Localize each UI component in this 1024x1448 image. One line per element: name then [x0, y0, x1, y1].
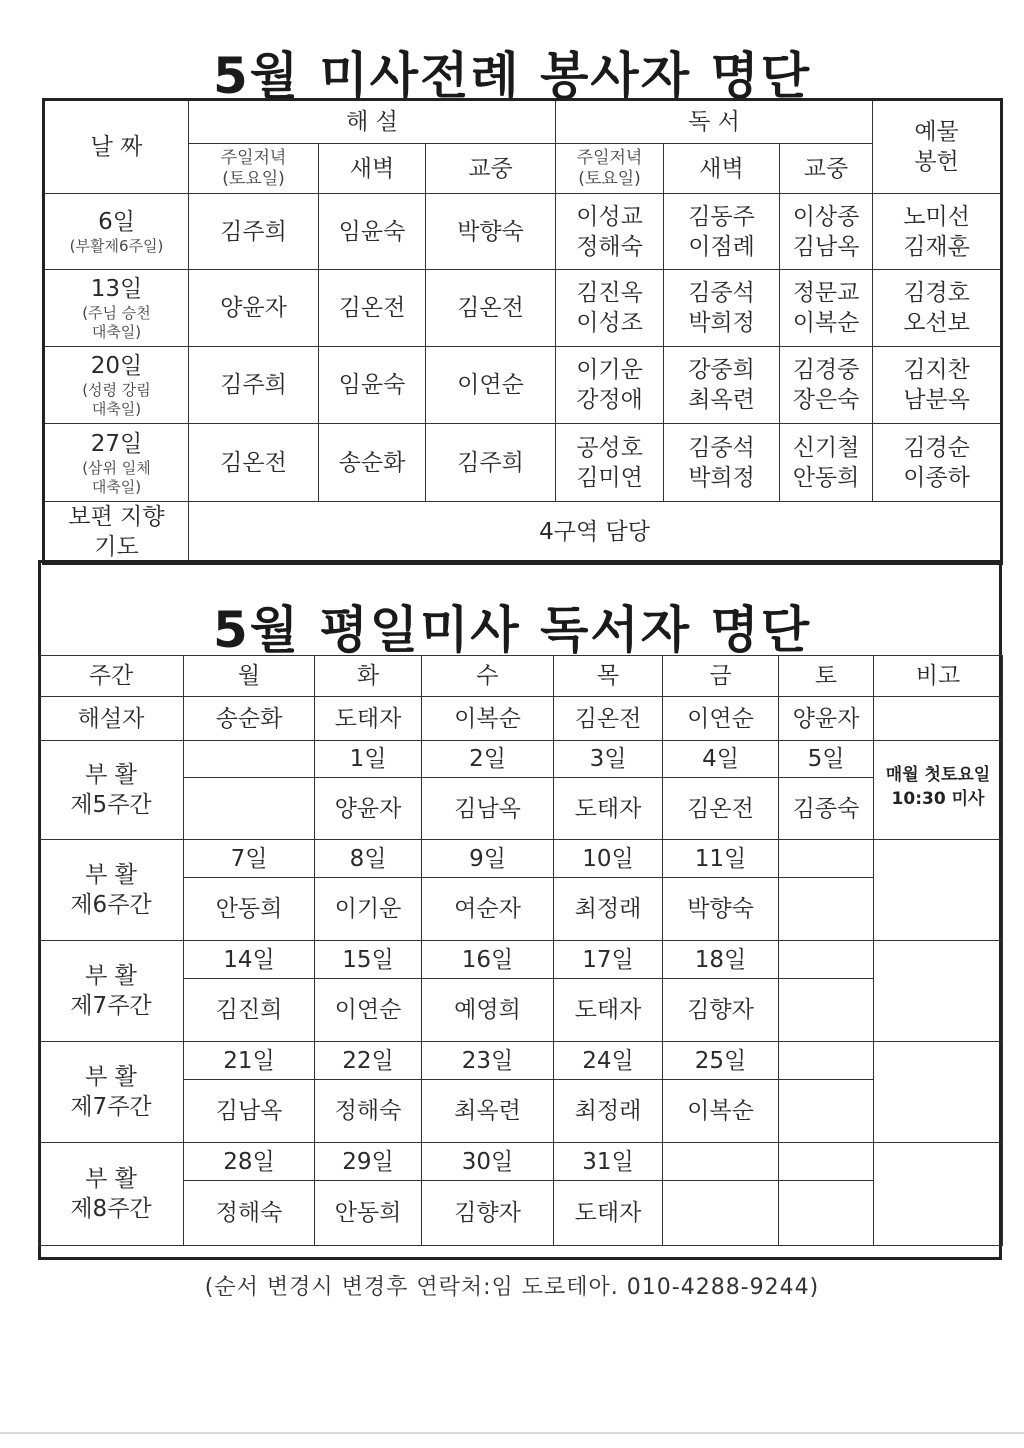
commentary-saturday: 양윤자: [189, 270, 319, 347]
date-mon: 28일: [184, 1143, 315, 1181]
remarks-note-line: 10:30 미사: [891, 789, 985, 809]
contact-footer: (순서 변경시 변경후 연락처:임 도로테아. 010-4288-9244): [204, 1275, 820, 1300]
week-date-row: [39, 741, 1003, 778]
name: 김경중: [792, 357, 860, 383]
header-mon: 월: [184, 656, 315, 697]
commentator-wed: 이복순: [422, 697, 554, 741]
name: 김남옥: [792, 233, 860, 260]
name: 김중석: [688, 434, 755, 461]
name: 이기운: [576, 357, 643, 383]
commentary-main: 박향숙: [426, 194, 556, 270]
week-label: [39, 1042, 184, 1143]
week-date-row: [39, 1143, 1003, 1181]
date-cell: [44, 347, 189, 424]
date-tue: 22일: [315, 1042, 422, 1080]
name: 이성조: [576, 310, 643, 336]
commentary-main: 이연순: [426, 347, 556, 424]
week-label-line: 부 활: [85, 762, 137, 788]
name: 김재훈: [903, 233, 970, 260]
name: 이복순: [792, 310, 860, 336]
reader-sat: [779, 878, 874, 941]
week-name-row: [39, 778, 1003, 840]
reader-fri: 김향자: [663, 979, 779, 1042]
week-label: [39, 840, 184, 941]
weekday-readers-table: [38, 655, 1003, 741]
reader-wed: 김향자: [422, 1181, 554, 1246]
prayer-label-line1: 보편 지향: [68, 504, 165, 530]
commentary-saturday: 김주희: [189, 347, 319, 424]
reading-main: [780, 347, 873, 424]
week-label-line: 부 활: [85, 963, 137, 989]
name: 남분옥: [903, 387, 970, 413]
header-remarks: 비고: [874, 656, 1003, 697]
reader-sat: [779, 1080, 874, 1143]
reader-tue: 양윤자: [315, 778, 422, 840]
date-note: (부활제6주일): [69, 237, 164, 255]
week-label-line: 제8주간: [70, 1196, 152, 1222]
remarks-cell: [874, 941, 1003, 1042]
date-cell: [44, 270, 189, 347]
reader-tue: 안동희: [315, 1181, 422, 1246]
week-name-row: [39, 1181, 1003, 1246]
name: 강중희: [688, 357, 755, 383]
date-mon: [184, 741, 315, 778]
offering: [873, 270, 1002, 347]
date-thu: 17일: [554, 941, 663, 979]
week-label-line: 부 활: [85, 1166, 137, 1192]
date-mon: 7일: [184, 840, 315, 878]
reading-dawn: [664, 270, 780, 347]
name: 정문교: [792, 280, 860, 306]
reader-tue: 이연순: [315, 979, 422, 1042]
week-label-line: 제5주간: [70, 792, 152, 818]
week-label-line: 부 활: [85, 862, 137, 888]
name: 이상종: [792, 203, 860, 230]
date-note: 대축일): [91, 323, 142, 341]
commentary-main: 김온전: [426, 270, 556, 347]
header-week: 주간: [39, 656, 184, 697]
commentator-remarks: [874, 697, 1003, 741]
reading-dawn: [664, 424, 780, 502]
offering: [873, 347, 1002, 424]
date-wed: 23일: [422, 1042, 554, 1080]
name: 김동주: [688, 203, 755, 230]
name: 장은숙: [792, 387, 860, 413]
week-date-row: [39, 1042, 1003, 1080]
reading-main: [780, 424, 873, 502]
sub-reading-main: 교중: [780, 144, 873, 194]
commentator-thu: 김온전: [554, 697, 663, 741]
reader-mon: 정해숙: [184, 1181, 315, 1246]
reader-fri: 김온전: [663, 778, 779, 840]
header-sat: 토: [779, 656, 874, 697]
date-note: (삼위 일체: [82, 458, 151, 477]
date-note: (성령 강림: [82, 381, 151, 399]
date-thu: 31일: [554, 1143, 663, 1181]
header-thu: 목: [554, 656, 663, 697]
remarks-cell: [874, 1042, 1003, 1143]
reading-saturday: [556, 347, 664, 424]
sub-line1: 주일저녁: [576, 147, 643, 168]
header-row: [39, 656, 1003, 697]
sub-commentary-dawn: 새벽: [319, 144, 426, 194]
reader-sat: [779, 1181, 874, 1246]
sub-commentary-main: 교중: [426, 144, 556, 194]
reader-wed: 김남옥: [422, 778, 554, 840]
reading-main: [780, 270, 873, 347]
date-cell: [44, 194, 189, 270]
week-label: [39, 1143, 184, 1246]
date-sat: [779, 840, 874, 878]
header-commentary: 해 설: [189, 100, 556, 144]
name: 이성교: [576, 203, 643, 230]
date-sat: [779, 1042, 874, 1080]
name: 김중석: [688, 280, 755, 306]
week-label: [39, 941, 184, 1042]
date-thu: 10일: [554, 840, 663, 878]
header-offering-line1: 예물: [914, 119, 959, 145]
week-date-row: [39, 840, 1003, 878]
reader-fri: 박향숙: [663, 878, 779, 941]
name: 김지찬: [903, 357, 970, 383]
week-name-row: [39, 878, 1003, 941]
date-fri: 18일: [663, 941, 779, 979]
commentator-fri: 이연순: [663, 697, 779, 741]
header-fri: 금: [663, 656, 779, 697]
name: 김경호: [903, 280, 970, 306]
table-row: [44, 270, 1002, 347]
sub-line2: (토요일): [578, 168, 641, 189]
date-note: (주님 승천: [82, 304, 151, 322]
commentary-dawn: 송순화: [319, 424, 426, 502]
header-offering-line2: 봉헌: [914, 149, 959, 175]
reader-mon: 김진희: [184, 979, 315, 1042]
week-label-line: 제7주간: [70, 993, 152, 1019]
date-day: 13일: [90, 276, 143, 302]
date-thu: 3일: [554, 741, 663, 778]
commentator-mon: 송순화: [184, 697, 315, 741]
commentary-saturday: 김주희: [189, 194, 319, 270]
date-mon: 14일: [184, 941, 315, 979]
commentator-row: [39, 697, 1003, 741]
remarks-cell: [874, 840, 1003, 941]
name: 최옥련: [688, 387, 755, 413]
name: 김진옥: [576, 280, 643, 306]
commentary-saturday: 김온전: [189, 424, 319, 502]
reader-thu: 도태자: [554, 979, 663, 1042]
prayer-label: [44, 502, 189, 564]
offering: [873, 194, 1002, 270]
reader-wed: 여순자: [422, 878, 554, 941]
offering: [873, 424, 1002, 502]
sub-reading-dawn: 새벽: [664, 144, 780, 194]
date-cell: [44, 424, 189, 502]
prayer-value: 4구역 담당: [189, 502, 1002, 564]
date-tue: 8일: [315, 840, 422, 878]
name: 오선보: [903, 310, 970, 336]
reader-mon: 안동희: [184, 878, 315, 941]
table-row: [44, 194, 1002, 270]
table-row: [44, 347, 1002, 424]
date-wed: 2일: [422, 741, 554, 778]
reader-fri: 이복순: [663, 1080, 779, 1143]
sub-reading-saturday: [556, 144, 664, 194]
reading-dawn: [664, 194, 780, 270]
date-day: 27일: [90, 430, 143, 457]
page-title-liturgy: 5월 미사전례 봉사자 명단: [212, 47, 811, 105]
reading-dawn: [664, 347, 780, 424]
reader-sat: [779, 979, 874, 1042]
week-label-line: 제7주간: [70, 1094, 152, 1120]
liturgy-servers-table: [42, 98, 1003, 565]
date-sat: 5일: [779, 741, 874, 778]
remarks-note: [874, 741, 1003, 840]
date-day: 20일: [90, 353, 143, 379]
date-fri: 25일: [663, 1042, 779, 1080]
date-wed: 30일: [422, 1143, 554, 1181]
reading-saturday: [556, 270, 664, 347]
header-wed: 수: [422, 656, 554, 697]
name: 박희정: [688, 464, 755, 491]
commentary-dawn: 임윤숙: [319, 347, 426, 424]
week-label-line: 제6주간: [70, 892, 152, 918]
reader-tue: 이기운: [315, 878, 422, 941]
reader-fri: [663, 1181, 779, 1246]
date-tue: 29일: [315, 1143, 422, 1181]
reader-thu: 최정래: [554, 878, 663, 941]
date-mon: 21일: [184, 1042, 315, 1080]
name: 이점례: [688, 233, 755, 260]
header-reading: 독 서: [556, 100, 873, 144]
reader-wed: 최옥련: [422, 1080, 554, 1143]
reading-main: [780, 194, 873, 270]
reader-mon: [184, 778, 315, 840]
header-offering: [873, 100, 1002, 194]
date-tue: 15일: [315, 941, 422, 979]
date-fri: 4일: [663, 741, 779, 778]
reader-tue: 정해숙: [315, 1080, 422, 1143]
reader-thu: 도태자: [554, 1181, 663, 1246]
header-date: 날 짜: [44, 100, 189, 194]
commentator-sat: 양윤자: [779, 697, 874, 741]
reader-mon: 김남옥: [184, 1080, 315, 1143]
date-tue: 1일: [315, 741, 422, 778]
date-wed: 9일: [422, 840, 554, 878]
prayer-row: [44, 502, 1002, 564]
date-note: 대축일): [91, 477, 142, 496]
sub-line2: (토요일): [222, 168, 285, 189]
name: 강정애: [576, 387, 643, 413]
commentator-label: 해설자: [39, 697, 184, 741]
page-title-weekday: 5월 평일미사 독서자 명단: [212, 601, 811, 659]
date-thu: 24일: [554, 1042, 663, 1080]
date-note: 대축일): [91, 400, 142, 418]
name: 김경순: [903, 434, 970, 461]
name: 박희정: [688, 310, 755, 336]
date-wed: 16일: [422, 941, 554, 979]
header-tue: 화: [315, 656, 422, 697]
date-sat: [779, 941, 874, 979]
name: 노미선: [903, 203, 970, 230]
reader-thu: 도태자: [554, 778, 663, 840]
name: 이종하: [903, 464, 970, 491]
remarks-cell: [874, 1143, 1003, 1246]
table-row: [44, 424, 1002, 502]
commentator-tue: 도태자: [315, 697, 422, 741]
reading-saturday: [556, 194, 664, 270]
date-day: 6일: [98, 209, 135, 235]
date-fri: 11일: [663, 840, 779, 878]
remarks-note-line: 매월 첫토요일: [885, 765, 991, 785]
reader-wed: 예영희: [422, 979, 554, 1042]
name: 신기철: [792, 434, 860, 461]
commentary-dawn: 임윤숙: [319, 194, 426, 270]
week-name-row: [39, 1080, 1003, 1143]
reader-sat: 김종숙: [779, 778, 874, 840]
prayer-label-line2: 기도: [94, 534, 139, 560]
sub-commentary-saturday: [189, 144, 319, 194]
week-label-line: 부 활: [85, 1064, 137, 1090]
weekday-weeks-table: [38, 740, 1003, 1246]
name: 공성호: [576, 434, 643, 461]
date-fri: [663, 1143, 779, 1181]
commentary-dawn: 김온전: [319, 270, 426, 347]
name: 안동희: [792, 464, 860, 491]
name: 정해숙: [576, 233, 643, 260]
week-date-row: [39, 941, 1003, 979]
reader-thu: 최정래: [554, 1080, 663, 1143]
name: 김미연: [576, 464, 643, 491]
commentary-main: 김주희: [426, 424, 556, 502]
week-name-row: [39, 979, 1003, 1042]
page-bottom-line: [0, 1432, 1024, 1434]
sub-line1: 주일저녁: [220, 147, 287, 168]
week-label: [39, 741, 184, 840]
date-sat: [779, 1143, 874, 1181]
reading-saturday: [556, 424, 664, 502]
